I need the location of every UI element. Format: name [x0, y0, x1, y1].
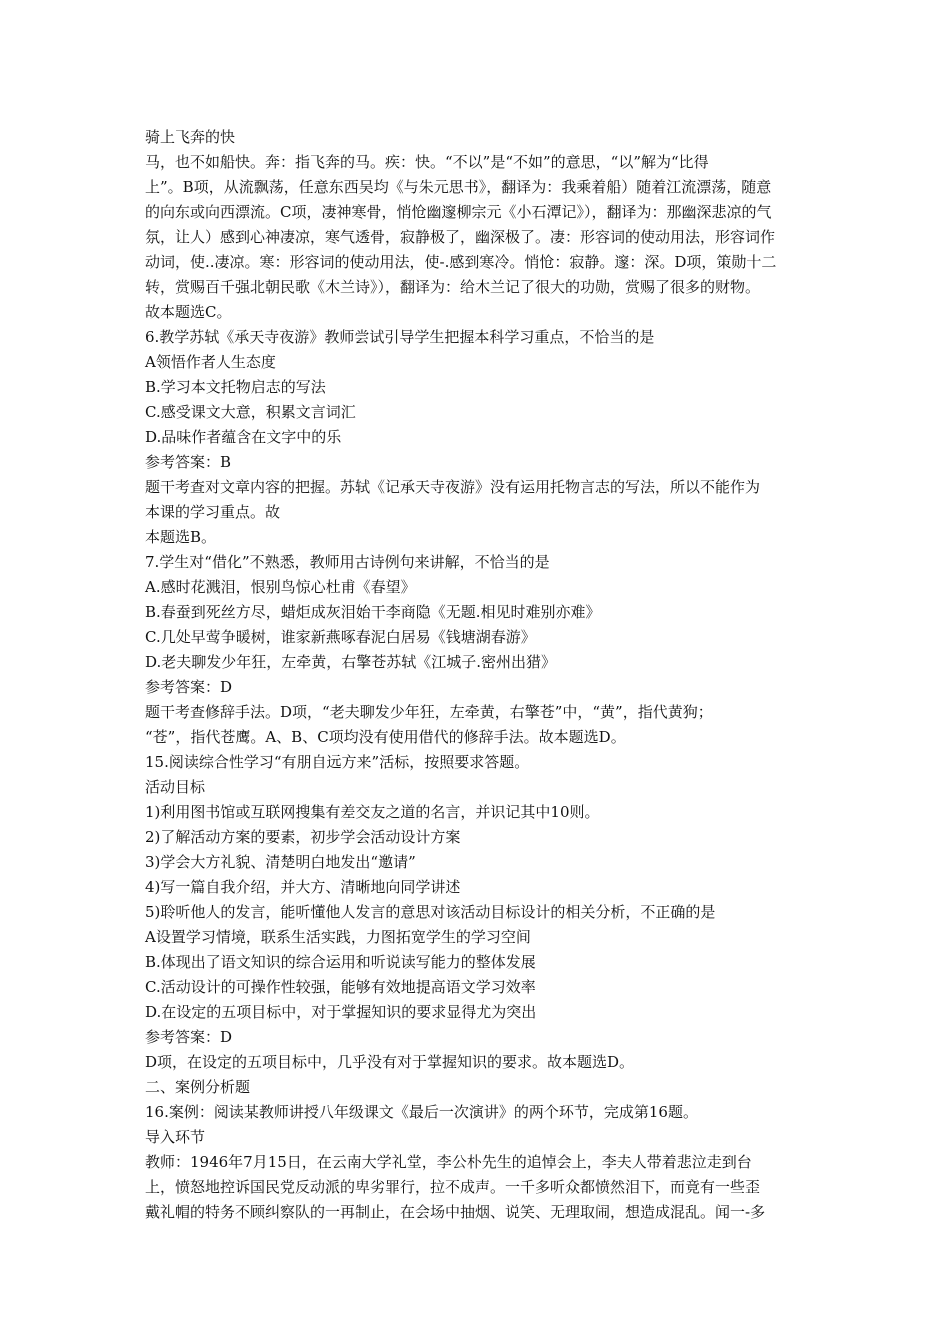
text-line: 戴礼帽的特务不顾纠察队的一再制止，在会场中抽烟、说笑、无理取闹，想造成混乱。闻一-多	[145, 1203, 766, 1221]
text-line: 3)学会大方礼貌、清楚明白地发出“邀请”	[145, 853, 416, 871]
text-line: 导入环节	[145, 1128, 206, 1146]
text-line: B.学习本文托物启志的写法	[145, 378, 326, 396]
text-line: 氛，让人）感到心神凄凉，寒气透骨，寂静极了，幽深极了。凄：形容词的使动用法，形容词作	[145, 228, 776, 246]
text-line: 15.阅读综合性学习“有朋自远方来”活标，按照要求答题。	[145, 753, 530, 771]
text-line: 7.学生对“借化”不熟悉，教师用古诗例句来讲解，不恰当的是	[145, 553, 550, 571]
text-line: 骑上飞奔的快	[145, 128, 236, 146]
text-line: C.活动设计的可操作性较强，能够有效地提高语文学习效率	[145, 978, 536, 996]
text-line: D.在设定的五项目标中，对于掌握知识的要求显得尤为突出	[145, 1003, 537, 1021]
text-line: “苍”，指代苍鹰。A、B、C项均没有使用借代的修辞手法。故本题选D。	[145, 728, 626, 746]
text-line: C.感受课文大意，积累文言词汇	[145, 403, 356, 421]
text-line: B.体现出了语文知识的综合运用和听说读写能力的整体发展	[145, 953, 536, 971]
text-line: B.春蚕到死丝方尽，蜡炬成灰泪始干李商隐《无题.相见时难别亦难》	[145, 603, 601, 621]
text-line: D项，在设定的五项目标中，几乎没有对于掌握知识的要求。故本题选D。	[145, 1053, 635, 1071]
text-line: 二、案例分析题	[145, 1078, 251, 1096]
text-line: 6.教学苏轼《承天寺夜游》教师尝试引导学生把握本科学习重点，不恰当的是	[145, 328, 655, 346]
text-line: 16.案例：阅读某教师讲授八年级课文《最后一次演讲》的两个环节，完成第16题。	[145, 1103, 698, 1121]
text-line: 教师：1946年7月15日，在云南大学礼堂，李公朴先生的追悼会上，李夫人带着悲泣走到台	[145, 1153, 752, 1171]
text-line: C.几处早莺争暖树，谁家新燕啄春泥白居易《钱塘湖春游》	[145, 628, 536, 646]
text-line: 活动目标	[145, 778, 206, 796]
text-line: A.感时花溅泪，恨别鸟惊心杜甫《春望》	[145, 578, 416, 596]
document-page	[145, 125, 810, 1225]
text-line: D.品味作者蕴含在文字中的乐	[145, 428, 342, 446]
text-line: 转，赏赐百千强北朝民歌《木兰诗》），翻译为：给木兰记了很大的功勋，赏赐了很多的财物。	[145, 278, 761, 296]
text-line: 参考答案：B	[145, 453, 232, 471]
text-line: 2)了解活动方案的要素，初步学会活动设计方案	[145, 828, 461, 846]
text-line: 题干考查修辞手法。D项，“老夫聊发少年狂，左牵黄，右擎苍”中，“黄”，指代黄狗；	[145, 703, 713, 721]
text-line: 5)聆听他人的发言，能听懂他人发言的意思对该活动目标设计的相关分析，不正确的是	[145, 903, 716, 921]
text-line: 1)利用图书馆或互联网搜集有差交友之道的名言，并识记其中10则。	[145, 803, 600, 821]
text-line: 参考答案：D	[145, 678, 233, 696]
text-line: D.老夫聊发少年狂，左牵黄，右擎苍苏轼《江城子.密州出猎》	[145, 653, 557, 671]
text-line: A领悟作者人生态度	[145, 353, 276, 371]
text-line: 的向东或向西漂流。C项，凄神寒骨，悄怆幽邃柳宗元《小石潭记》），翻译为：那幽深悲凉的气	[145, 203, 772, 221]
text-line: 参考答案：D	[145, 1028, 233, 1046]
text-line: 故本题选C。	[145, 303, 232, 321]
text-line: 本题选B。	[145, 528, 217, 546]
text-line: 动词，使..凄凉。寒：形容词的使动用法，使-.感到寒冷。悄怆：寂静。邃：深。D项，策勋十二	[145, 253, 777, 271]
text-line: 4)写一篇自我介绍，并大方、清晰地向同学讲述	[145, 878, 461, 896]
text-line: 本课的学习重点。故	[145, 503, 281, 521]
text-line: 上”。B项，从流飘荡，任意东西吴均《与朱元思书》，翻译为：我乘着船）随着江流漂荡，随意	[145, 178, 772, 196]
text-line: 题干考查对文章内容的把握。苏轼《记承天寺夜游》没有运用托物言志的写法，所以不能作为	[145, 478, 761, 496]
text-line: 上，愤怒地控诉国民党反动派的卑劣罪行，拉不成声。一千多听众都愤然泪下，而竟有一些歪	[145, 1178, 761, 1196]
text-line: A设置学习情境，联系生活实践，力图拓宽学生的学习空间	[145, 928, 531, 946]
text-line: 马，也不如船快。奔：指飞奔的马。疾：快。“不以”是“不如”的意思，“以”解为“比得	[145, 153, 709, 171]
